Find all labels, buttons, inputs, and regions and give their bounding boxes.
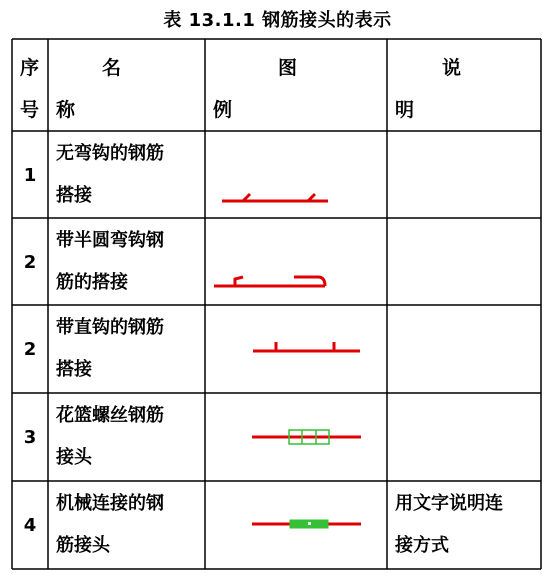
table-title: 表 13.1.1 钢筋接头的表示 — [163, 10, 392, 31]
header-note-bottom: 明 — [395, 99, 415, 121]
row-name-line2: 筋接头 — [56, 535, 110, 556]
row-note-line2: 接方式 — [395, 535, 449, 556]
row-name-line2: 搭接 — [56, 359, 92, 380]
header-no-bottom: 号 — [20, 99, 40, 121]
turnbuckle-joint-symbol — [205, 426, 387, 448]
header-name-bottom: 称 — [56, 99, 76, 121]
header-note-top: 说 — [442, 57, 462, 79]
header-name-top: 名 — [102, 57, 122, 79]
row-index: 3 — [23, 427, 37, 448]
row-index: 2 — [23, 339, 37, 360]
row-index: 1 — [23, 165, 37, 186]
row-name-line2: 筋的搭接 — [56, 272, 128, 293]
header-figure-top: 图 — [278, 57, 298, 79]
row-name-line2: 接头 — [56, 447, 92, 468]
row-index: 2 — [23, 252, 37, 273]
row-note-line1: 用文字说明连 — [395, 493, 503, 514]
row-name-line1: 机械连接的钢 — [56, 493, 164, 514]
row-name-line1: 花篮螺丝钢筋 — [56, 405, 164, 426]
mechanical-joint-symbol — [205, 514, 387, 534]
row-name-line1: 带直钩的钢筋 — [56, 317, 164, 338]
row-name-line1: 带半圆弯钩钢 — [56, 230, 164, 251]
lap-straight-hook-symbol — [205, 336, 387, 360]
header-figure-bottom: 例 — [213, 99, 233, 121]
lap-no-hook-symbol — [205, 180, 387, 210]
row-index: 4 — [23, 515, 37, 536]
row-name-line2: 搭接 — [56, 185, 92, 206]
row-name-line1: 无弯钩的钢筋 — [56, 143, 164, 164]
lap-semicircle-hook-symbol — [205, 262, 387, 296]
header-no-top: 序 — [20, 57, 40, 79]
